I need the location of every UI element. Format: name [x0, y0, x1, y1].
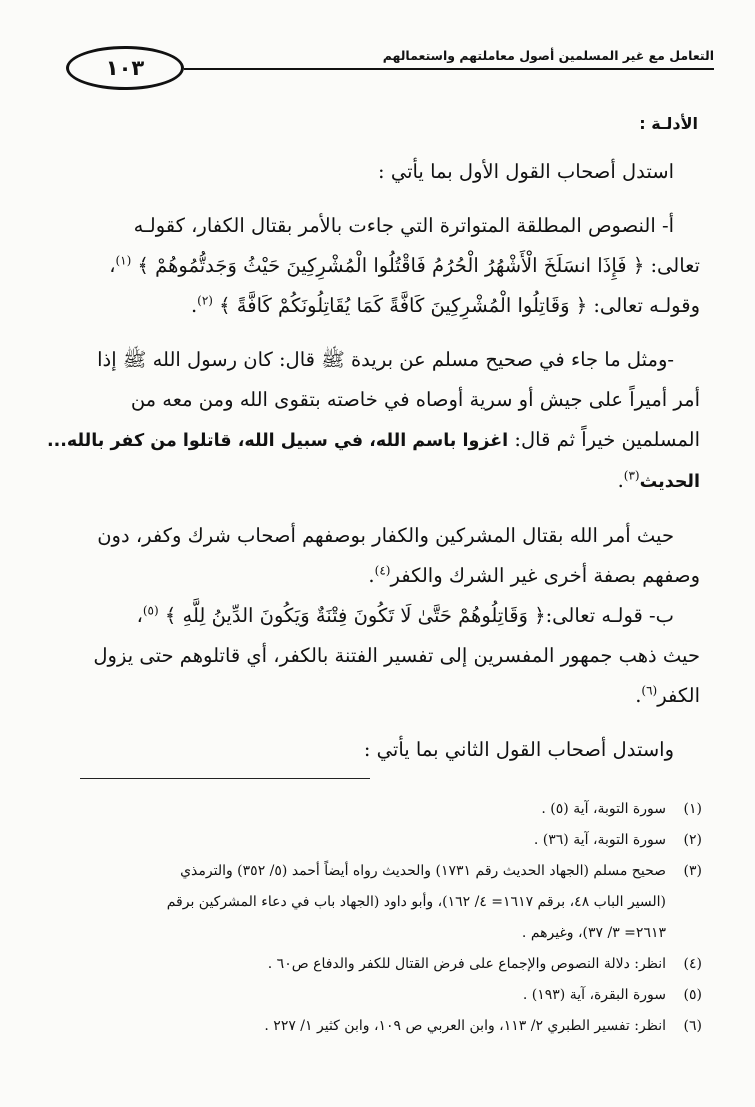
body-line: الكفر$^{(٦)}$. [635, 683, 700, 707]
footnote-number: (٥) [683, 987, 702, 1003]
header-rule [184, 68, 714, 70]
footnote [62, 825, 702, 856]
footnote-text: سورة التوبة، آية (٣٦) . [533, 832, 666, 848]
footnote-number: (٤) [683, 956, 702, 972]
footnote-ref: (١) [115, 253, 132, 268]
hadith-quote: اغزوا باسم الله، في سبيل الله، قاتلوا من كفر بالله... [46, 431, 509, 451]
section-title: الأدلـة : [639, 114, 698, 133]
footnote-text: سورة التوبة، آية (٥) . [541, 801, 666, 817]
footnote [62, 1011, 702, 1042]
footnote [62, 856, 702, 887]
main-text [46, 112, 700, 770]
footnote-ref: (٥) [142, 603, 159, 618]
body-line: وصفهم بصفة أخرى غير الشرك والكفر$^{(٤)}$. [368, 563, 700, 587]
body-line: تعالى: ﴿ فَإِذَا انسَلَخَ الْأَشْهُرُ الْحُرُمُ فَاقْتُلُوا الْمُشْرِكِينَ حَيْثُ وَجَدتُّمُوهُمْ ﴾ $^{(١)}$، [109, 253, 700, 277]
footnote-number: (٣) [683, 863, 702, 879]
body-line: المسلمين خيراً ثم قال: اغزوا باسم الله، في سبيل الله، قاتلوا من كفر بالله... [46, 428, 700, 451]
body-line: واستدل أصحاب القول الثاني بما يأتي : [363, 738, 674, 761]
footnote-number: (٢) [683, 832, 702, 848]
footnote [62, 949, 702, 980]
body-line: حيث ذهب جمهور المفسرين إلى تفسير الفتنة بالكفر، أي قاتلوهم حتى يزول [93, 644, 700, 667]
footnote-text: صحيح مسلم (الجهاد الحديث رقم ١٧٣١) والحديث رواه أيضاً أحمد (٥/ ٣٥٢) والترمذي [180, 863, 666, 879]
quran-verse: تعالى: ﴿ فَإِذَا انسَلَخَ الْأَشْهُرُ الْحُرُمُ فَاقْتُلُوا الْمُشْرِكِينَ حَيْثُ وَجَدتُّمُوهُمْ ﴾ [137, 254, 700, 277]
footnotes [62, 794, 702, 1042]
footnote-number: (١) [683, 801, 702, 817]
footnote-continuation: (السير الباب ٤٨، برقم ١٦١٧= ٤/ ١٦٢)، وأبو داود (الجهاد باب في دعاء المشركين برقم [166, 894, 666, 910]
body-line: أ- النصوص المطلقة المتواترة التي جاءت بالأمر بقتال الكفار، كقولـه [133, 214, 674, 237]
running-title: التعامل مع غير المسلمين أصول معاملتهم واستعمالهم [377, 48, 714, 63]
body-line: حيث أمر الله بقتال المشركين والكفار بوصفهم أصحاب شرك وكفر، دون [97, 524, 674, 547]
footnote [62, 980, 702, 1011]
footnote [62, 794, 702, 825]
footnote-separator [80, 778, 370, 779]
body-line: استدل أصحاب القول الأول بما يأتي : [378, 160, 674, 183]
footnote-number: (٦) [683, 1018, 702, 1034]
body-line: -ومثل ما جاء في صحيح مسلم عن بريدة ﷺ قال: كان رسول الله ﷺ إذا [97, 348, 674, 371]
footnote-text: سورة البقرة، آية (١٩٣) . [522, 987, 666, 1003]
footnote-ref: (٤) [374, 563, 391, 578]
body-line: ب- قولـه تعالى:﴿ وَقَاتِلُوهُمْ حَتَّىٰ لَا تَكُونَ فِتْنَةٌ وَيَكُونَ الدِّينُ لِلَّهِ ﴾ $^{(٥)}$، [136, 603, 674, 627]
footnote-ref: (٣) [623, 468, 640, 483]
running-header [66, 46, 714, 94]
footnote-ref: (٦) [641, 683, 658, 698]
footnote-continuation: ٢٦١٣= ٣/ ٣٧)، وغيرهم . [521, 925, 666, 941]
quran-verse: وقولـه تعالى: ﴿ وَقَاتِلُوا الْمُشْرِكِينَ كَافَّةً كَمَا يُقَاتِلُونَكُمْ كَافَّةً ﴾ [219, 294, 700, 317]
body-line: أمر أميراً على جيش أو سرية أوصاه في خاصته بتقوى الله ومن معه من [130, 388, 700, 411]
body-line: الحديث$^{(٣)}$. [617, 468, 700, 492]
quran-verse: ب- قولـه تعالى:﴿ وَقَاتِلُوهُمْ حَتَّىٰ لَا تَكُونَ فِتْنَةٌ وَيَكُونَ الدِّينُ لِلَّهِ ﴾ [164, 604, 674, 627]
body-line: وقولـه تعالى: ﴿ وَقَاتِلُوا الْمُشْرِكِينَ كَافَّةً كَمَا يُقَاتِلُونَكُمْ كَافَّةً ﴾ $^{(٢)}$. [190, 293, 700, 317]
footnote-text: انظر: تفسير الطبري ٢/ ١١٣، وابن العربي ص ١٠٩، وابن كثير ١/ ٢٢٧ . [264, 1018, 666, 1034]
page-number: ١٠٣ [66, 46, 184, 90]
footnote-text: انظر: دلالة النصوص والإجماع على فرض القتال للكفر والدفاع ص٦٠ . [267, 956, 666, 972]
footnote-ref: (٢) [197, 293, 213, 308]
